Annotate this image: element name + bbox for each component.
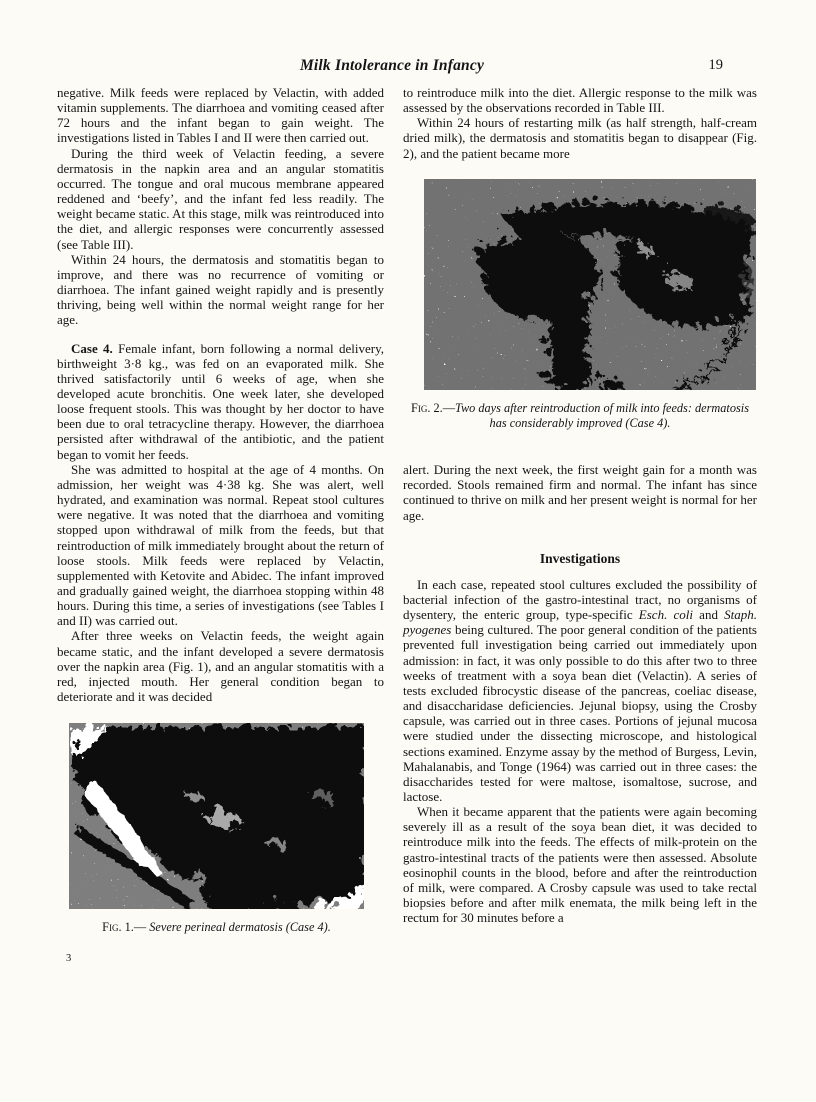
left-column [57,85,384,966]
species-name: Esch. coli [638,607,693,623]
paragraph: When it became apparent that the patients were again becoming severely ill as a result of the soya bean diet, it was decided to reintroduce milk into the feeds. The effects of milk-protein on the gastro-intestinal tracts of the patients were then assessed. Absolute eosinophil counts in the blood, before and after the reintroduction of milk, were compared. A Crosby capsule was used to take rectal biopsies before and after milk enemata, the milk being left in the rectum for 30 minutes before a [403,804,757,926]
figure-1-photo-image [69,723,364,909]
paragraph [403,577,757,804]
figure-1-caption [69,920,364,935]
running-head [57,57,757,79]
case-4-label: Case 4. [71,340,113,356]
paragraph: During the third week of Velactin feeding, a severe dermatosis in the napkin area and an angular stomatitis occurred. The tongue and oral mucous membrane appeared reddened and ‘beefy’, and the infant fed less readily. The weight became static. At this stage, milk was reintroduced into the diet, and allergic responses were concurrently assessed (see Table III). [57,145,384,252]
figure-2 [424,179,756,390]
paragraph-text: and [693,607,725,623]
paragraph: Within 24 hours, the dermatosis and stomatitis began to improve, and there was no recurrence of vomiting or diarrhoea. The infant gained weight rapidly and is presently thriving, being well within the normal weight range for her age. [57,251,384,328]
figure-1-caption-label: Fig. 1.— [102,920,150,935]
section-heading-investigations: Investigations [539,550,621,566]
paragraph: negative. Milk feeds were replaced by Velactin, with added vitamin supplements. The diarrhoea and vomiting ceased after 72 hours and the infant began to gain weight. The investigations listed in Tables I and II were then carried out. [57,85,384,146]
paragraph-text: In each case, repeated stool cultures excluded the possibility of bacterial infection of the gastro-intestinal tract, no organisms of dysentery, the enteric group, type-specific [403,576,757,623]
paragraph: She was admitted to hospital at the age of 4 months. On admission, her weight was 4·38 kg. She was alert, well hydrated, and examination was normal. Repeat stool cultures were negative. It was noted that the diarrhoea and vomiting stopped upon withdrawal of milk from the feeds, but that reintroduction of milk immediately brought about the return of loose stools. Milk feeds were replaced by Velactin, supplemented with Ketovite and Abidec. The infant improved and gradually gained weight, the diarrhoea stopping within 48 hours. During this time, a series of investigations (see Tables I and II) was carried out. [57,461,384,629]
case-4-text: Female infant, born following a normal delivery, birthweight 3·8 kg., was fed on an evaporated milk. She thrived satisfactorily until 6 weeks of age, when she developed acute bronchitis. One week later, she developed loose frequent stools. This was thought by her doctor to have been due to oral tetracycline therapy. However, the diarrhoea persisted after withdrawal of the antibiotic, and the patient began to vomit her feeds. [57,340,385,462]
figure-1 [57,723,384,935]
figure-2-caption-label: Fig. 2.— [411,401,456,416]
paragraph: to reintroduce milk into the diet. Allergic response to the milk was assessed by the observations recorded in Table III. [403,85,757,116]
figure-2-caption [404,401,756,431]
paragraph: Within 24 hours of restarting milk (as half strength, half-cream dried milk), the dermatosis and stomatitis began to disappear (Fig. 2), and the patient became more [403,115,757,161]
figure-2-caption-text: Two days after reintroduction of milk into feeds: dermatosis has considerably improved (Case 4). [455,401,749,431]
figure-1-photo [69,723,364,909]
paragraph: alert. During the next week, the first weight gain for a month was recorded. Stools remained firm and normal. The infant has since continued to thrive on milk and her present weight is normal for her age. [403,462,757,523]
figure-1-caption-text: Severe perineal dermatosis (Case 4). [149,920,331,935]
species-name: Staph. pyogenes [403,607,758,638]
right-column [403,85,757,925]
paragraph: After three weeks on Velactin feeds, the weight again became static, and the infant developed a severe dermatosis over the napkin area (Fig. 1), and an angular stomatitis with a red, injected mouth. Her general condition began to deteriorate and it was decided [57,628,384,705]
article-title: Milk Intolerance in Infancy [299,57,485,74]
printer-signature-mark: 3 [66,953,72,965]
figure-2-photo-image [424,179,756,390]
paragraph-text: being cultured. The poor general condition of the patients prevented full investigation being carried out immediately upon admission: in fact, it was only possible to do this after two to three weeks of treatment with a soya bean diet (Velactin). A series of tests excluded fibrocystic disease of the pancreas, coeliac disease, and disaccharidase deficiencies. Jejunal biopsy, using the Crosby capsule, was carried out in three cases. Portions of jejunal mucosa were studied under the dissecting microscope, and histological sections examined. Enzyme assay by the method of Burgess, Levin, Mahalanabis, and Tonge (1964) was carried out in three cases: the disaccharides tested for were maltose, isomaltose, sucrose, and lactose. [403,622,757,805]
case-4-paragraph [57,341,384,462]
page-number: 19 [708,57,723,73]
